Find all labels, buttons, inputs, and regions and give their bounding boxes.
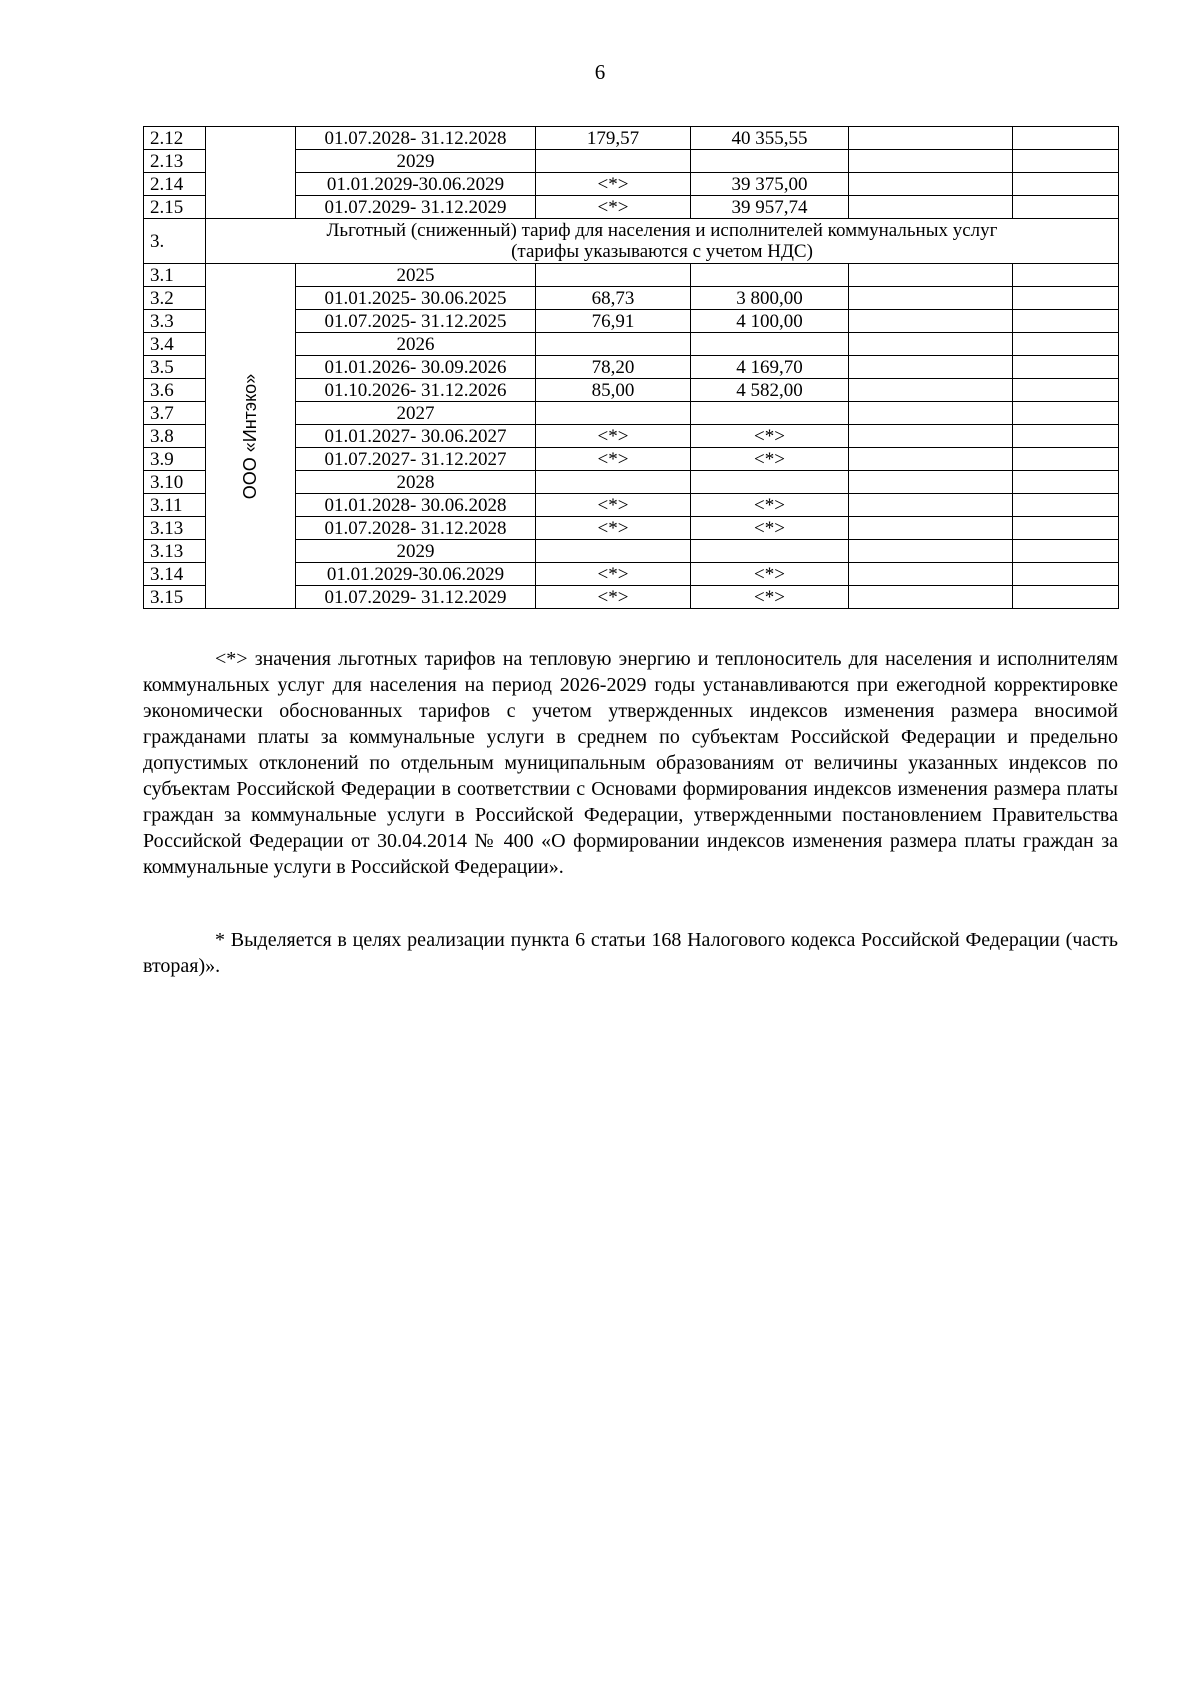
value-cell-2: <*> xyxy=(691,425,849,448)
value-cell-1: 68,73 xyxy=(536,287,691,310)
value-cell-4 xyxy=(1013,196,1119,219)
value-cell-3 xyxy=(849,150,1013,173)
row-number: 3.11 xyxy=(144,494,206,517)
row-number: 3. xyxy=(144,219,206,264)
value-cell-2: 4 582,00 xyxy=(691,379,849,402)
row-number: 3.10 xyxy=(144,471,206,494)
row-number: 3.2 xyxy=(144,287,206,310)
period-cell: 2025 xyxy=(296,264,536,287)
value-cell-3 xyxy=(849,333,1013,356)
row-number: 3.8 xyxy=(144,425,206,448)
period-cell: 2029 xyxy=(296,150,536,173)
section-title xyxy=(206,219,1119,264)
value-cell-2 xyxy=(691,264,849,287)
period-cell: 01.01.2026- 30.09.2026 xyxy=(296,356,536,379)
row-number: 3.13 xyxy=(144,540,206,563)
row-number: 3.4 xyxy=(144,333,206,356)
value-cell-4 xyxy=(1013,264,1119,287)
value-cell-1: <*> xyxy=(536,563,691,586)
period-cell: 01.10.2026- 31.12.2026 xyxy=(296,379,536,402)
table-body-section-3 xyxy=(144,264,1119,609)
value-cell-3 xyxy=(849,173,1013,196)
value-cell-4 xyxy=(1013,494,1119,517)
page-number: 6 xyxy=(594,60,606,84)
row-number: 3.14 xyxy=(144,563,206,586)
value-cell-4 xyxy=(1013,150,1119,173)
value-cell-2 xyxy=(691,150,849,173)
value-cell-3 xyxy=(849,471,1013,494)
value-cell-2 xyxy=(691,540,849,563)
table-row xyxy=(144,219,1119,264)
table-row xyxy=(144,127,1119,150)
period-cell: 2028 xyxy=(296,471,536,494)
period-cell: 2027 xyxy=(296,402,536,425)
value-cell-1 xyxy=(536,150,691,173)
footnote-vat: * Выделяется в целях реализации пункта 6 статьи 168 Налогового кодекса Российской Федерации (часть вторая)». xyxy=(143,929,1118,977)
row-number: 3.6 xyxy=(144,379,206,402)
value-cell-3 xyxy=(849,127,1013,150)
row-number: 3.13 xyxy=(144,517,206,540)
value-cell-1: <*> xyxy=(536,425,691,448)
value-cell-4 xyxy=(1013,310,1119,333)
value-cell-2: 39 375,00 xyxy=(691,173,849,196)
value-cell-2 xyxy=(691,333,849,356)
value-cell-1: <*> xyxy=(536,494,691,517)
value-cell-1 xyxy=(536,264,691,287)
period-cell: 01.07.2029- 31.12.2029 xyxy=(296,196,536,219)
value-cell-4 xyxy=(1013,127,1119,150)
value-cell-3 xyxy=(849,448,1013,471)
row-number: 2.14 xyxy=(144,173,206,196)
value-cell-1: <*> xyxy=(536,196,691,219)
value-cell-4 xyxy=(1013,586,1119,609)
value-cell-4 xyxy=(1013,540,1119,563)
value-cell-2: 40 355,55 xyxy=(691,127,849,150)
org-name: ООО «Интэко» xyxy=(240,373,261,499)
value-cell-2: 3 800,00 xyxy=(691,287,849,310)
section-3-header xyxy=(144,219,1119,264)
value-cell-1: 85,00 xyxy=(536,379,691,402)
value-cell-4 xyxy=(1013,379,1119,402)
value-cell-3 xyxy=(849,425,1013,448)
table-row xyxy=(144,264,1119,287)
period-cell: 01.01.2025- 30.06.2025 xyxy=(296,287,536,310)
value-cell-2: <*> xyxy=(691,586,849,609)
row-number: 2.15 xyxy=(144,196,206,219)
value-cell-2 xyxy=(691,402,849,425)
value-cell-3 xyxy=(849,196,1013,219)
value-cell-3 xyxy=(849,494,1013,517)
value-cell-1 xyxy=(536,540,691,563)
value-cell-2: 4 169,70 xyxy=(691,356,849,379)
value-cell-4 xyxy=(1013,333,1119,356)
value-cell-3 xyxy=(849,310,1013,333)
value-cell-4 xyxy=(1013,517,1119,540)
value-cell-1: <*> xyxy=(536,173,691,196)
row-number: 3.1 xyxy=(144,264,206,287)
period-cell: 01.01.2029-30.06.2029 xyxy=(296,173,536,196)
value-cell-4 xyxy=(1013,356,1119,379)
section-title-line2: (тарифы указываются с учетом НДС) xyxy=(511,241,813,262)
period-cell: 01.01.2029-30.06.2029 xyxy=(296,563,536,586)
value-cell-1 xyxy=(536,333,691,356)
row-number: 2.13 xyxy=(144,150,206,173)
org-cell xyxy=(206,127,296,219)
value-cell-4 xyxy=(1013,563,1119,586)
row-number: 3.9 xyxy=(144,448,206,471)
value-cell-1: <*> xyxy=(536,586,691,609)
value-cell-3 xyxy=(849,356,1013,379)
row-number: 3.5 xyxy=(144,356,206,379)
value-cell-3 xyxy=(849,563,1013,586)
table-body-top xyxy=(144,127,1119,219)
period-cell: 01.07.2029- 31.12.2029 xyxy=(296,586,536,609)
value-cell-1 xyxy=(536,471,691,494)
value-cell-3 xyxy=(849,379,1013,402)
period-cell: 01.07.2025- 31.12.2025 xyxy=(296,310,536,333)
value-cell-3 xyxy=(849,540,1013,563)
footnote-tariffs: <*> значения льготных тарифов на тепловую энергию и теплоноситель для населения и исполнителям коммунальных услуг для населения на период 2026-2029 годы устанавливаются при ежегодной корректировке экономически обоснованных тарифов с учетом утвержденных индексов изменения размера вносимой гражданами платы за коммунальные услуги в среднем по субъектам Российской Федерации и предельно допустимых отклонений по отдельным муниципальным образованиям от величины указанных индексов по субъектам Российской Федерации в соответствии с Основами формирования индексов изменения размера платы граждан за коммунальные услуги в Российской Федерации, утвержденными постановлением Правительства Российской Федерации от 30.04.2014 № 400 «О формировании индексов изменения размера платы граждан за коммунальные услуги в Российской Федерации». xyxy=(143,648,1118,878)
value-cell-1: <*> xyxy=(536,448,691,471)
period-cell: 01.01.2028- 30.06.2028 xyxy=(296,494,536,517)
org-name-cell xyxy=(206,264,296,609)
value-cell-1: 179,57 xyxy=(536,127,691,150)
value-cell-4 xyxy=(1013,173,1119,196)
row-number: 3.7 xyxy=(144,402,206,425)
section-title-line1: Льготный (сниженный) тариф для населения и исполнителей коммунальных услуг xyxy=(326,220,998,241)
value-cell-4 xyxy=(1013,471,1119,494)
value-cell-2 xyxy=(691,471,849,494)
row-number: 3.15 xyxy=(144,586,206,609)
value-cell-3 xyxy=(849,517,1013,540)
value-cell-1: 78,20 xyxy=(536,356,691,379)
period-cell: 01.01.2027- 30.06.2027 xyxy=(296,425,536,448)
tariff-table xyxy=(143,126,1119,609)
period-cell: 01.07.2027- 31.12.2027 xyxy=(296,448,536,471)
value-cell-4 xyxy=(1013,425,1119,448)
value-cell-4 xyxy=(1013,448,1119,471)
value-cell-2: <*> xyxy=(691,494,849,517)
value-cell-4 xyxy=(1013,287,1119,310)
value-cell-3 xyxy=(849,287,1013,310)
row-number: 2.12 xyxy=(144,127,206,150)
value-cell-2: <*> xyxy=(691,448,849,471)
value-cell-3 xyxy=(849,586,1013,609)
period-cell: 2026 xyxy=(296,333,536,356)
value-cell-2: 4 100,00 xyxy=(691,310,849,333)
value-cell-1 xyxy=(536,402,691,425)
value-cell-2: 39 957,74 xyxy=(691,196,849,219)
period-cell: 2029 xyxy=(296,540,536,563)
row-number: 3.3 xyxy=(144,310,206,333)
value-cell-2: <*> xyxy=(691,517,849,540)
value-cell-4 xyxy=(1013,402,1119,425)
period-cell: 01.07.2028- 31.12.2028 xyxy=(296,127,536,150)
value-cell-3 xyxy=(849,402,1013,425)
value-cell-1: <*> xyxy=(536,517,691,540)
value-cell-1: 76,91 xyxy=(536,310,691,333)
period-cell: 01.07.2028- 31.12.2028 xyxy=(296,517,536,540)
value-cell-3 xyxy=(849,264,1013,287)
value-cell-2: <*> xyxy=(691,563,849,586)
